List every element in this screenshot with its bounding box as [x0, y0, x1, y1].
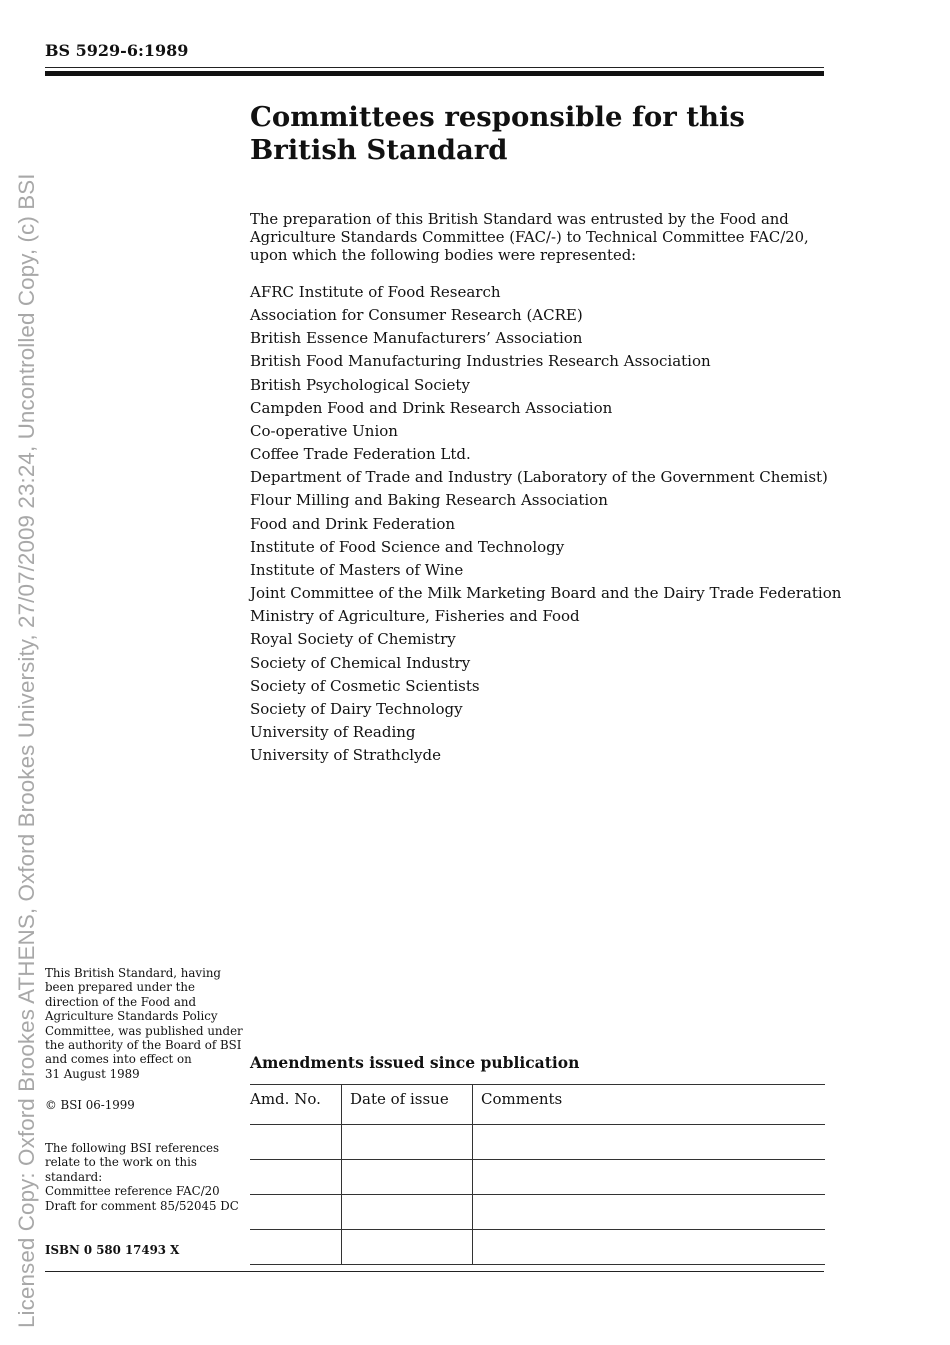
represented-body: British Psychological Society — [250, 375, 470, 394]
reference-line: The following BSI references — [45, 1141, 220, 1155]
publication-note-line: direction of the Food and — [45, 994, 197, 1009]
column-header-amd-no: Amd. No. — [250, 1085, 342, 1125]
page-title — [250, 101, 745, 167]
footer-rule — [45, 1271, 824, 1272]
reference-line: relate to the work on this — [45, 1155, 197, 1170]
isbn: ISBN 0 580 17493 X — [45, 1243, 180, 1257]
represented-body: University of Reading — [250, 722, 416, 741]
represented-body: British Food Manufacturing Industries Research Association — [250, 352, 711, 371]
represented-body: Department of Trade and Industry (Laboratory of the Government Chemist) — [250, 468, 828, 487]
publication-note-line: and comes into effect on — [45, 1052, 192, 1067]
represented-body: AFRC Institute of Food Research — [250, 283, 501, 301]
amendment-cell — [342, 1230, 473, 1265]
amendment-row — [250, 1195, 825, 1230]
represented-bodies-list — [250, 281, 841, 767]
reference-line: Draft for comment 85/52045 DC — [45, 1198, 239, 1213]
publication-note-line: Committee, was published under — [45, 1023, 243, 1038]
represented-body: Institute of Food Science and Technology — [250, 537, 565, 556]
amendments-heading: Amendments issued since publication — [250, 1053, 580, 1072]
represented-body: University of Strathclyde — [250, 746, 441, 765]
column-header-date-of-issue: Date of issue — [342, 1085, 473, 1125]
publication-note-line: been prepared under the — [45, 980, 195, 995]
amendment-cell — [473, 1195, 826, 1230]
represented-body: Food and Drink Federation — [250, 514, 456, 533]
represented-body: Coffee Trade Federation Ltd. — [250, 445, 471, 464]
represented-body: Flour Milling and Baking Research Association — [250, 491, 608, 510]
bsi-references — [45, 1141, 245, 1213]
amendment-row — [250, 1160, 825, 1195]
represented-body: Association for Consumer Research (ACRE) — [250, 306, 583, 325]
intro-paragraph: The preparation of this British Standard was entrusted by the Food and Agriculture Standards Committee (FAC/-) to Technical Committee FAC/20, upon which the following bodies were represented: — [250, 211, 809, 264]
reference-line: standard: — [45, 1169, 103, 1184]
represented-body: Co-operative Union — [250, 421, 398, 440]
amendment-cell — [342, 1195, 473, 1230]
represented-body: Society of Chemical Industry — [250, 653, 471, 672]
amendment-cell — [342, 1125, 473, 1160]
amendment-cell — [250, 1160, 342, 1195]
amendment-row — [250, 1125, 825, 1160]
header-rule-thick — [45, 71, 824, 76]
represented-body: British Essence Manufacturers’ Association — [250, 329, 583, 348]
publication-note — [45, 966, 245, 1081]
amendment-cell — [250, 1230, 342, 1265]
represented-body: Campden Food and Drink Research Association — [250, 398, 613, 417]
title-line-1: Committees responsible for this — [250, 101, 745, 133]
publication-note-line: This British Standard, having — [45, 966, 221, 980]
header-rule-thin — [45, 67, 824, 68]
amendment-cell — [342, 1160, 473, 1195]
amendment-cell — [250, 1125, 342, 1160]
column-header-comments: Comments — [473, 1085, 826, 1125]
represented-body: Society of Cosmetic Scientists — [250, 676, 480, 695]
represented-body: Society of Dairy Technology — [250, 699, 463, 718]
document-id: BS 5929-6:1989 — [45, 41, 189, 60]
amendment-cell — [473, 1230, 826, 1265]
license-watermark: Licensed Copy: Oxford Brookes ATHENS, Oxford Brookes University, 27/07/2009 23:24, Uncontrolled Copy, (c) BSI — [14, 173, 39, 1328]
amendment-cell — [250, 1195, 342, 1230]
publication-note-line: Agriculture Standards Policy — [45, 1009, 218, 1024]
amendments-table — [250, 1084, 825, 1265]
represented-body: Joint Committee of the Milk Marketing Board and the Dairy Trade Federation — [250, 584, 842, 603]
publication-note-line: 31 August 1989 — [45, 1066, 140, 1081]
amendment-row — [250, 1230, 825, 1265]
amendments-header-row — [250, 1085, 825, 1125]
amendment-cell — [473, 1160, 826, 1195]
represented-body: Ministry of Agriculture, Fisheries and Food — [250, 607, 580, 626]
amendment-cell — [473, 1125, 826, 1160]
reference-line: Committee reference FAC/20 — [45, 1184, 220, 1199]
copyright-notice: © BSI 06-1999 — [45, 1098, 135, 1112]
represented-body: Institute of Masters of Wine — [250, 560, 464, 579]
publication-note-line: the authority of the Board of BSI — [45, 1038, 242, 1053]
represented-body: Royal Society of Chemistry — [250, 630, 456, 649]
title-line-2: British Standard — [250, 134, 508, 166]
